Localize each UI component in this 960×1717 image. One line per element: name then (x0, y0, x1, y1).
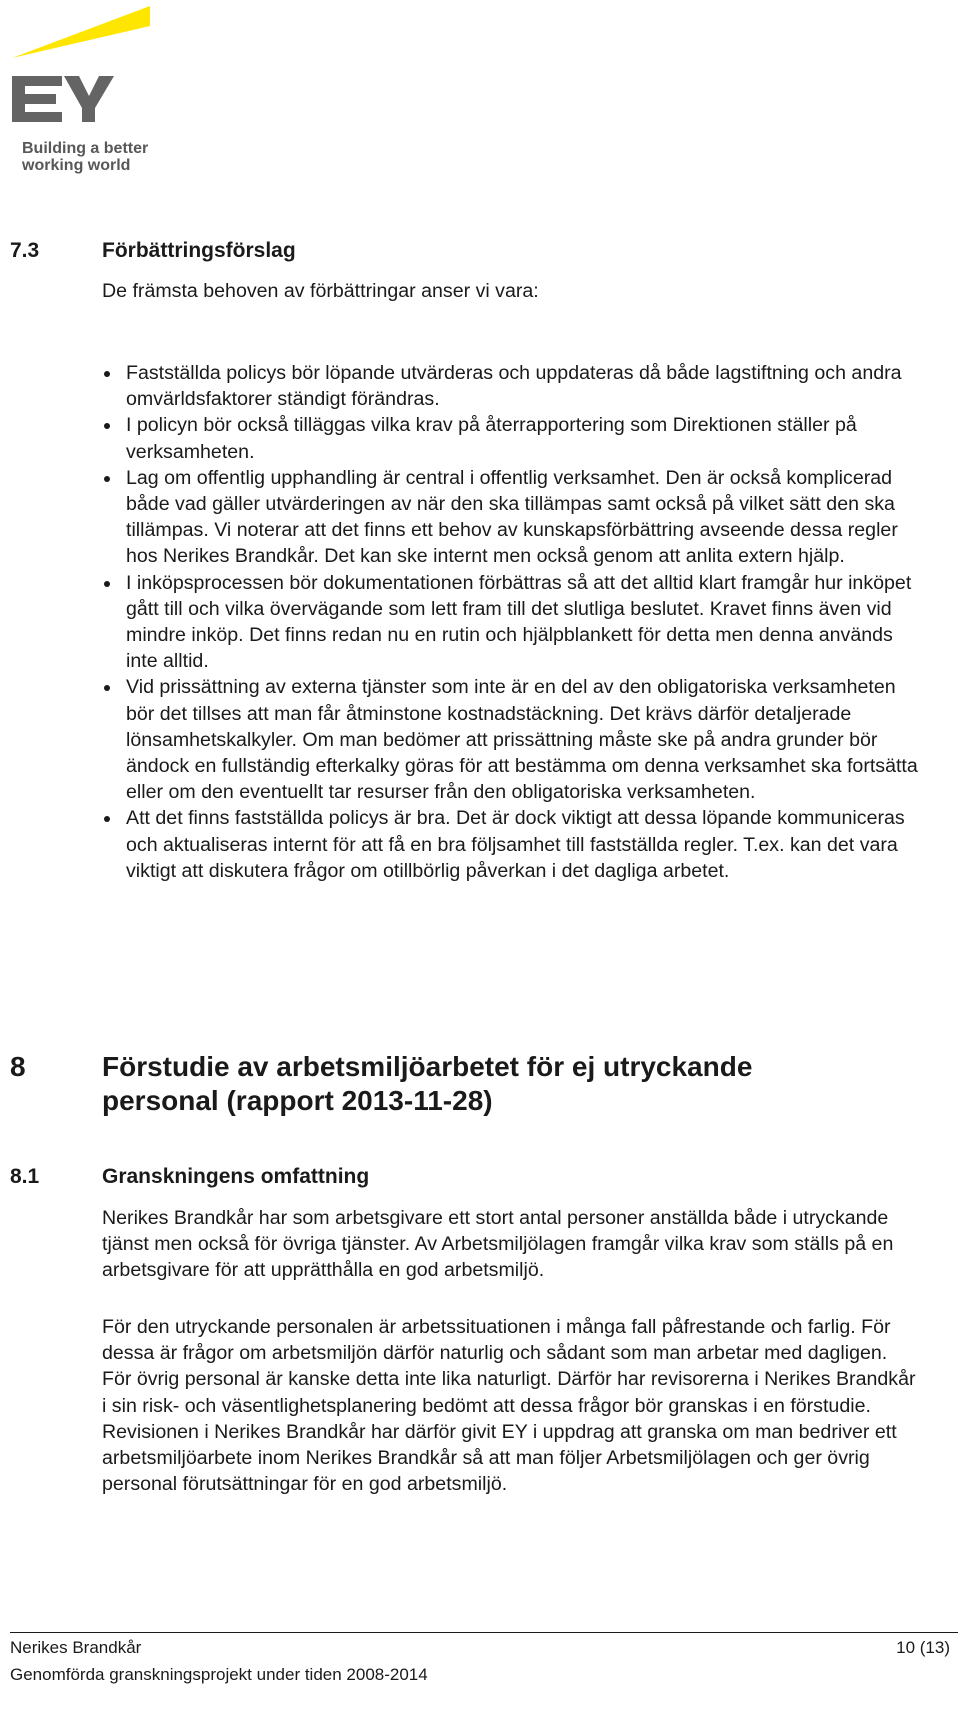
list-item-text: Att det finns fastställda policys är bra. Det är dock viktigt att dessa löpande kommuniceras och aktualiseras internt för att få en bra följsamhet till fastställda regler. T.ex. kan det vara viktigt att diskutera frågor om otillbörlig påverkan i det dagliga arbetet. (126, 807, 905, 882)
footer-divider (10, 1632, 958, 1633)
ey-logo-beam (12, 6, 150, 58)
section-7-3-intro: De främsta behoven av förbättringar anser vi vara: (102, 280, 539, 302)
ey-logo-letters (12, 76, 114, 122)
ey-tagline-line1: Building a better (22, 140, 149, 157)
footer-organization: Nerikes Brandkår (10, 1638, 142, 1657)
bullet-icon (104, 476, 110, 482)
list-item-text: I policyn bör också tilläggas vilka krav på återrapportering som Direktionen ställer på verksamheten. (126, 414, 857, 463)
section-number: 8 (10, 1051, 26, 1082)
list-item-text: Vid prissättning av externa tjänster som inte är en del av den obligatoriska verksamheten bör det tillses att man får åtminstone kostnadstäckning. Det krävs därför detaljerade lönsamhetskalkyler. Om man bedömer att prissättning måste ske på andra grunder bör ändock en fullständig efterkalky göras för att bestämma om denna verksamhet ska fortsätta eller om den eventuellt tar resurser från den obligatoriska verksamheten. (126, 676, 918, 804)
bullet-icon (104, 423, 110, 429)
footer-document-title: Genomförda granskningsprojekt under tiden 2008-2014 (10, 1665, 428, 1684)
section-number: 7.3 (10, 239, 40, 262)
list-item (102, 805, 922, 884)
section-title: Granskningens omfattning (102, 1165, 370, 1188)
section-number: 8.1 (10, 1165, 40, 1188)
section-8-1-paragraph-1: Nerikes Brandkår har som arbetsgivare ett stort antal personer anställda både i utryckande tjänst men också för övriga tjänster. Av Arbetsmiljölagen framgår vilka krav som ställs på en arbetsgivare för att upprätthålla en god arbetsmiljö. (102, 1207, 894, 1282)
ey-tagline-line2: working world (22, 157, 131, 174)
bullet-icon (104, 371, 110, 377)
list-item-text: Fastställda policys bör löpande utvärderas och uppdateras då både lagstiftning och andra omvärldsfaktorer ständigt förändras. (126, 362, 902, 411)
ey-logo-mark (10, 4, 160, 134)
section-title: Förstudie av arbetsmiljöarbetet för ej utryckande personal (rapport 2013-11-28) (102, 1051, 753, 1116)
list-item (102, 465, 922, 570)
section-8-1-paragraph-2: För den utryckande personalen är arbetssituationen i många fall påfrestande och farlig. För dessa är frågor om arbetsmiljön därför naturlig och sådant som man arbetar med dagligen. För övrig personal är kanske detta inte lika naturligt. Därför har revisorerna i Nerikes Brandkår i sin risk- och väsentlighetsplanering bedömt att dessa frågor bör granskas i en förstudie. Revisionen i Nerikes Brandkår har därför givit EY i uppdrag att granska om man bedriver ett arbetsmiljöarbete inom Nerikes Brandkår så att man följer Arbetsmiljölagen och ger övrig personal förutsättningar för en god arbetsmiljö. (102, 1316, 916, 1496)
footer-page-number: 10 (13) (896, 1638, 950, 1657)
ey-logo (10, 4, 160, 174)
list-item (102, 360, 922, 412)
list-item (102, 674, 922, 805)
ey-logo-tagline (22, 140, 148, 174)
list-item-text: Lag om offentlig upphandling är central i offentlig verksamhet. Den är också komplicerad både vad gäller utvärderingen av när den ska tillämpas samt också på vilket sätt den ska tillämpas. Vi noterar att det finns ett behov av kunskapsförbättring avseende dessa regler hos Nerikes Brandkår. Det kan ske internt men också genom att anlita extern hjälp. (126, 466, 898, 568)
list-item (102, 412, 922, 464)
section-title: Förbättringsförslag (102, 239, 296, 262)
list-item-text: I inköpsprocessen bör dokumentationen förbättras så att det alltid klart framgår hur inköpet gått till och vilka övervägande som lett fram till det slutliga beslutet. Kravet finns även vid mindre inköp. Det finns redan nu en rutin och hjälpblankett för detta men denna används inte alltid. (126, 571, 912, 673)
bullet-icon (104, 581, 110, 587)
list-item (102, 570, 922, 675)
bullet-icon (104, 816, 110, 822)
improvement-list (102, 360, 922, 884)
bullet-icon (104, 685, 110, 691)
